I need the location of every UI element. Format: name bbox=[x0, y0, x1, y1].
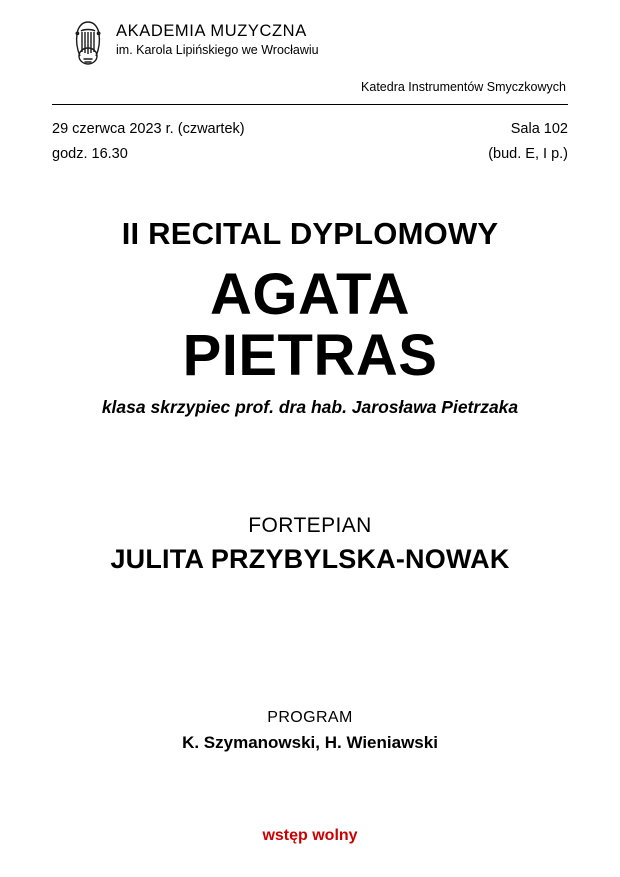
academy-name: AKADEMIA MUZYCZNA bbox=[116, 22, 307, 40]
event-venue bbox=[488, 117, 568, 168]
academy-subtitle: im. Karola Lipińskiego we Wrocławiu bbox=[116, 42, 319, 57]
program-composers: K. Szymanowski, H. Wieniawski bbox=[182, 732, 438, 752]
event-time: godz. 16.30 bbox=[52, 146, 128, 163]
performer-class-line: klasa skrzypiec prof. dra hab. Jarosława Pietrzaka bbox=[101, 396, 519, 417]
performer-name bbox=[52, 261, 568, 389]
free-entry-note: wstęp wolny bbox=[262, 826, 358, 844]
accompanist-name: JULITA PRZYBYLSKA-NOWAK bbox=[110, 543, 510, 574]
lyre-icon bbox=[70, 18, 106, 68]
event-date: 29 czerwca 2023 r. (czwartek) bbox=[52, 121, 245, 137]
program-label: PROGRAM bbox=[267, 708, 353, 726]
header-divider bbox=[52, 104, 568, 105]
accompanist-role: FORTEPIAN bbox=[248, 513, 372, 537]
poster-header bbox=[52, 0, 568, 68]
event-meta bbox=[52, 117, 568, 168]
performer-last-name: PIETRAS bbox=[182, 323, 438, 389]
event-room: Sala 102 bbox=[510, 121, 568, 137]
recital-title: II RECITAL DYPLOMOWY bbox=[121, 215, 499, 251]
event-building: (bud. E, I p.) bbox=[488, 146, 568, 163]
academy-identity bbox=[116, 16, 319, 58]
performer-first-name: AGATA bbox=[209, 261, 411, 327]
event-date-time bbox=[52, 117, 245, 168]
department-label: Katedra Instrumentów Smyczkowych bbox=[361, 80, 566, 94]
